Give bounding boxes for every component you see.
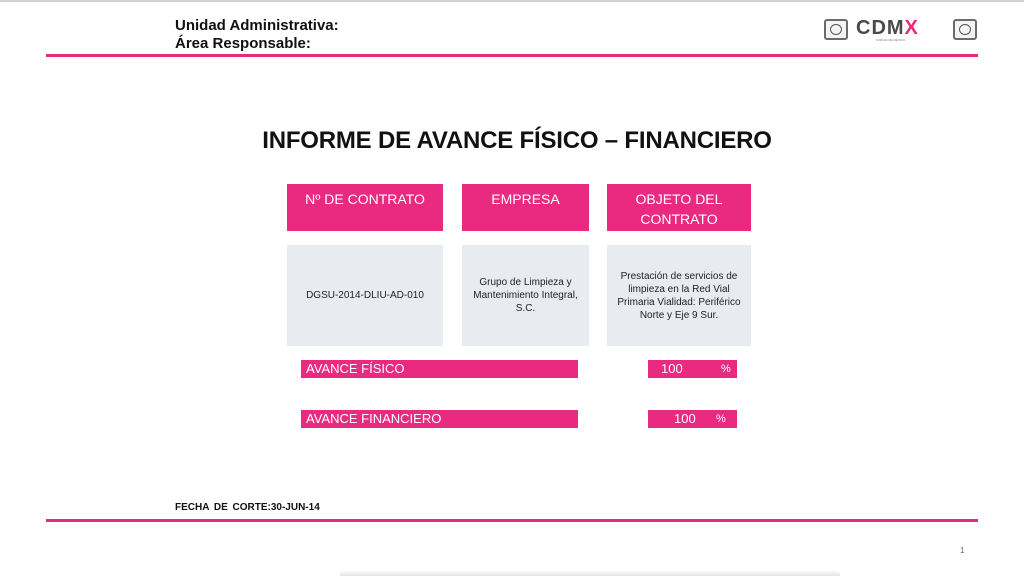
header-empresa: EMPRESA	[462, 184, 589, 231]
logo-bar	[822, 17, 982, 45]
header-divider	[46, 54, 978, 57]
page-title: INFORME DE AVANCE FÍSICO – FINANCIERO	[262, 127, 772, 154]
header-numero-contrato: Nº DE CONTRATO	[287, 184, 443, 231]
top-border	[0, 0, 1024, 2]
cell-numero-contrato	[287, 245, 443, 346]
unidad-administrativa-label: Unidad Administrativa:	[175, 17, 339, 34]
avance-fisico-label: AVANCE FÍSICO	[301, 360, 578, 378]
header-objeto-contrato: OBJETO DEL CONTRATO	[607, 184, 751, 231]
area-responsable-label: Área Responsable:	[175, 35, 311, 52]
cdmx-logo-subtitle: CIUDAD DE MÉXICO	[876, 38, 906, 42]
avance-fisico-unit: %	[721, 363, 731, 375]
cell-empresa	[462, 245, 589, 346]
fecha-corte: FECHA DE CORTE:30-JUN-14	[175, 502, 320, 513]
footer-divider	[46, 519, 978, 522]
avance-financiero-label: AVANCE FINANCIERO	[301, 410, 578, 428]
page-number: 1	[960, 546, 965, 555]
avance-financiero-unit: %	[716, 413, 726, 425]
avance-financiero-value-box	[648, 410, 737, 428]
government-seal-icon	[824, 19, 848, 40]
cell-objeto-contrato	[607, 245, 751, 346]
bottom-shadow	[340, 570, 840, 576]
cell-text: DGSU-2014-DLIU-AD-010	[306, 290, 424, 301]
avance-financiero-value: 100	[674, 411, 696, 426]
cell-text: Prestación de servicios de limpieza en la Red Vial Primaria Vialidad: Periférico Norte y Eje 9 Sur.	[617, 270, 741, 321]
cdmx-logo: CDMX	[856, 17, 919, 39]
header-labels	[175, 17, 339, 53]
cell-text: Grupo de Limpieza y Mantenimiento Integral, S.C.	[473, 277, 578, 314]
institution-seal-icon	[953, 19, 977, 40]
avance-fisico-value: 100	[661, 361, 683, 376]
avance-fisico-value-box	[648, 360, 737, 378]
